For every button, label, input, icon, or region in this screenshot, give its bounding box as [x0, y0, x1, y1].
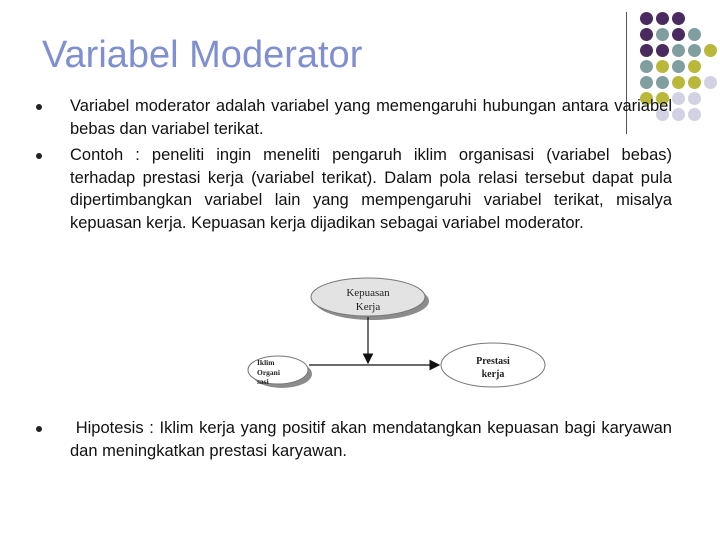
bullet-dot-icon — [36, 426, 42, 432]
moderator-label-line: Kepuasan — [346, 287, 390, 299]
dependent-label-line: Prestasi — [476, 356, 510, 367]
independent-label-line: Iklim — [257, 358, 275, 367]
bullet-item — [36, 417, 677, 462]
moderator-label-line: Kerja — [355, 301, 381, 313]
independent-label-line: sasi — [257, 377, 269, 386]
dependent-label — [453, 355, 533, 381]
bullet-text: Hipotesis : Iklim kerja yang positif akan mendatangkan kepuasan bagi karyawan dan meningkatkan prestasi karyawan. — [70, 419, 677, 460]
slide-title: Variabel Moderator — [42, 34, 363, 76]
independent-label — [257, 358, 289, 387]
bullet-text: Contoh : peneliti ingin meneliti pengaruh iklim organisasi (variabel bebas) terhadap prestasi kerja (variabel terikat). Dalam pola relasi tersebut dapat pula dipertimbangkan variabel lain yang mempengaruhi variabel terikat, misalya kepuasan kerja. Kepuasan kerja dijadikan sebagai variabel moderator. — [70, 146, 672, 232]
bullet-text: Variabel moderator adalah variabel yang memengaruhi hubungan antara variabel bebas dan variabel terikat. — [70, 97, 672, 138]
moderator-label — [318, 286, 418, 314]
bullet-list-hypothesis — [36, 417, 677, 466]
dependent-label-line: kerja — [481, 369, 505, 380]
independent-label-line: Organi — [257, 367, 280, 377]
